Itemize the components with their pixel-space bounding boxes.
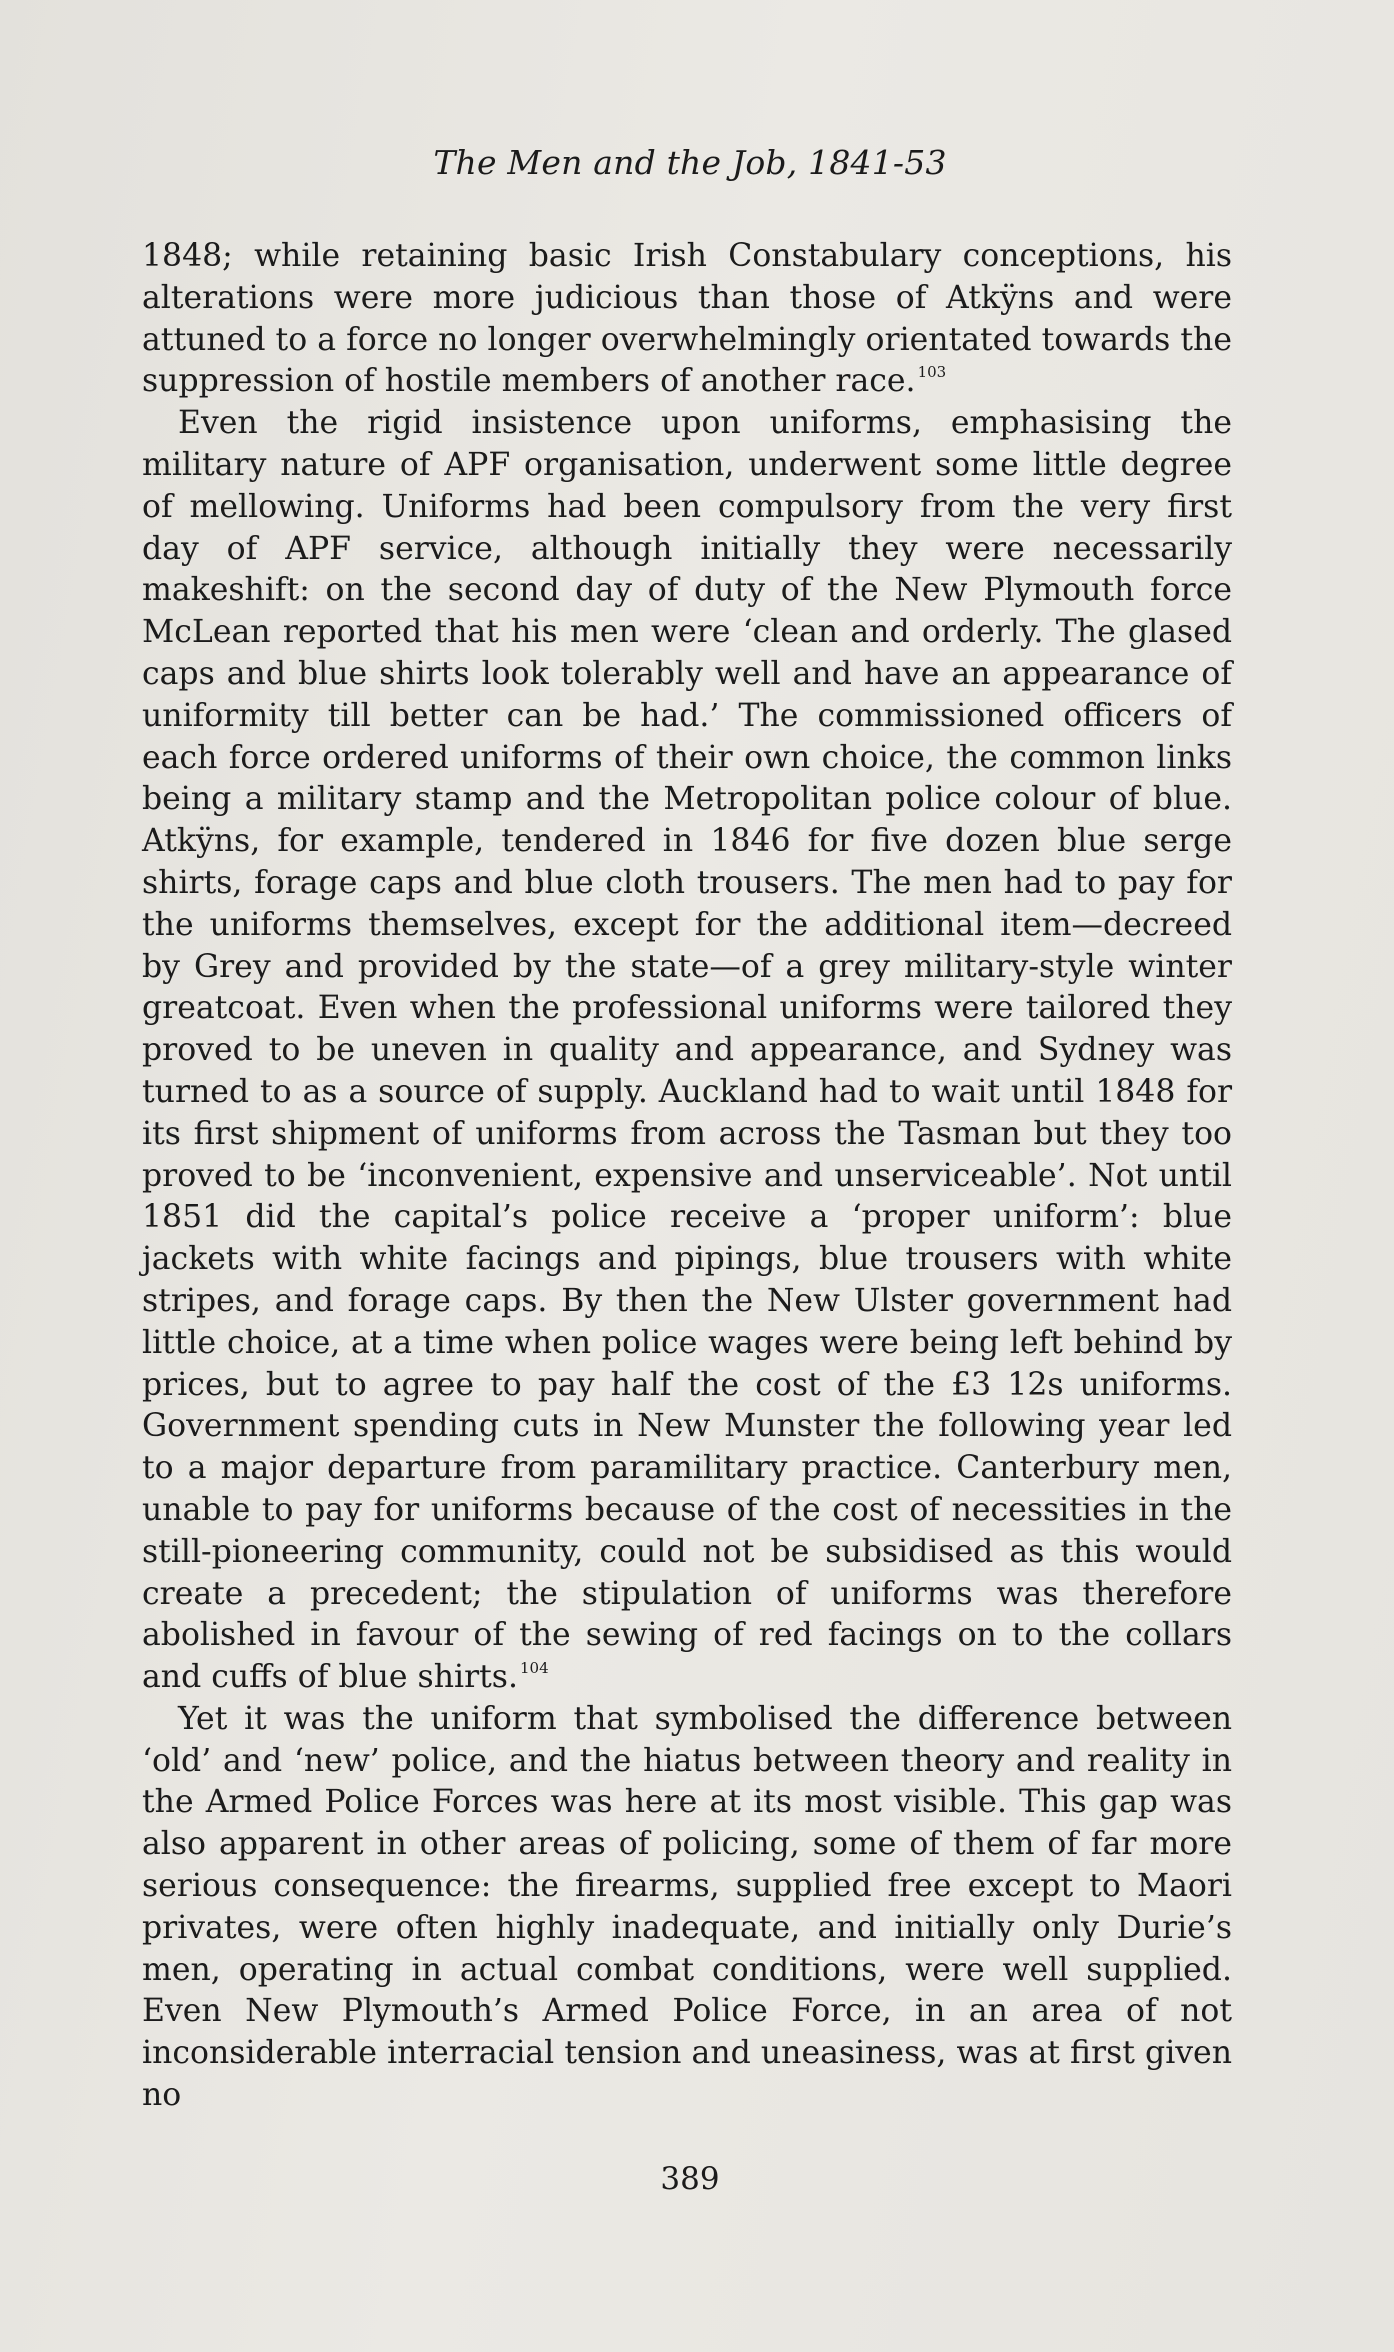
paragraph-3 xyxy=(142,1699,1232,2117)
running-head: The Men and the Job, 1841-53 xyxy=(433,143,947,182)
footnote-marker-103: 103 xyxy=(917,363,947,382)
paragraph-3-text: Yet it was the uniform that symbolised the difference between ‘old’ and ‘new’ police, and the hiatus between theory and reality in the Armed Police Forces was here at its most visible. This gap was also apparent in other areas of policing, some of them of far more serious consequence: the firearms, supplied free except to Maori privates, were often highly inadequate, and initially only Durie’s men, operating in actual combat conditions, were well supplied. Even New Plymouth’s Armed Police Force, in an area of not inconsiderable interracial tension and uneasiness, was at first given no xyxy=(142,1700,1232,2114)
paragraph-1 xyxy=(142,236,1232,403)
footnote-marker-104: 104 xyxy=(519,1659,549,1678)
page-number: 389 xyxy=(660,2161,720,2197)
paragraph-2-text: Even the rigid insistence upon uniforms, emphasising the military nature of APF organisation, underwent some little degree of mellowing. Uniforms had been compulsory from the very first day of APF service, although initially they were necessarily makeshift: on the second day of duty of the New Plymouth force McLean reported that his men were ‘clean and orderly. The glased caps and blue shirts look tolerably well and have an appearance of uniformity till better can be had.’ The commissioned officers of each force ordered uniforms of their own choice, the common links being a military stamp and the Metropolitan police colour of blue. Atkÿns, for example, tendered in 1846 for five dozen blue serge shirts, forage caps and blue cloth trousers. The men had to pay for the uniforms themselves, except for the additional item—decreed by Grey and provided by the state—of a grey military-style winter greatcoat. Even when the professional uniforms were tailored they proved to be uneven in quality and appearance, and Sydney was turned to as a source of supply. Auckland had to wait until 1848 for its first shipment of uniforms from across the Tasman but they too proved to be ‘inconvenient, expensive and unserviceable’. Not until 1851 did the capital’s police receive a ‘proper uniform’: blue jackets with white facings and pipings, blue trousers with white stripes, and forage caps. By then the New Ulster government had little choice, at a time when police wages were being left behind by prices, but to agree to pay half the cost of the £3 12s uniforms. Government spending cuts in New Munster the following year led to a major departure from paramilitary practice. Canterbury men, unable to pay for uniforms because of the cost of necessities in the still-pioneering community, could not be subsidised as this would create a precedent; the stipulation of uniforms was therefore abolished in favour of the sewing of red facings on to the collars and cuffs of blue shirts. xyxy=(142,405,1232,1696)
body-text xyxy=(142,236,1232,2117)
paragraph-1-text: 1848; while retaining basic Irish Constabulary conceptions, his alterations were more judicious than those of Atkÿns and were attuned to a force no longer overwhelmingly orientated towards the suppression of hostile members of another race. xyxy=(142,238,1232,400)
paragraph-2 xyxy=(142,403,1232,1699)
